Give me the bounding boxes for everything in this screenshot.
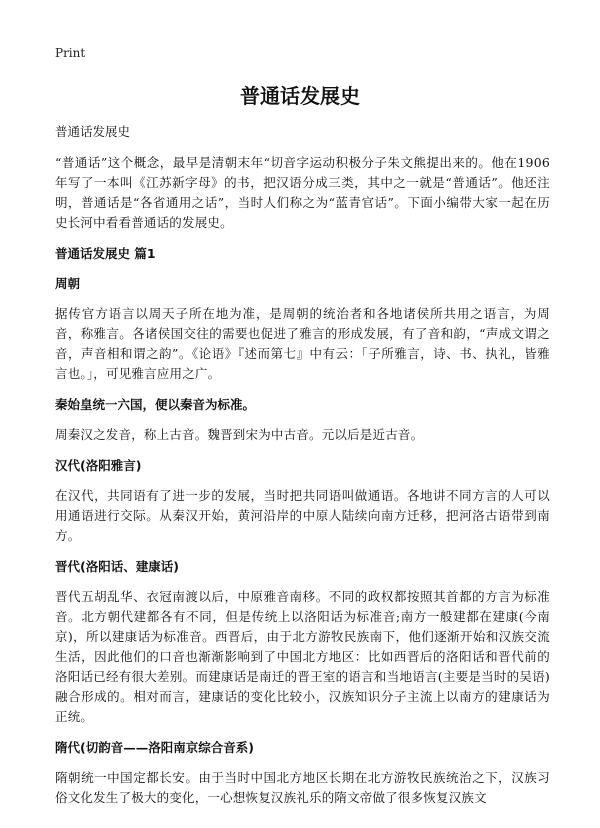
section-heading-zhou: 周朝 [55, 276, 81, 291]
print-link[interactable]: Print [55, 46, 86, 60]
section-heading-han: 汉代(洛阳雅言) [55, 458, 142, 473]
article-body [55, 122, 550, 819]
section-paragraph-qin: 周秦汉之发音，称上古音。魏晋到宋为中古音。元以后是近古音。 [55, 427, 424, 442]
intro-paragraph: “普通话”这个概念，最早是清朝末年“切音字运动积极分子朱文熊提出来的。他在1906年写了一本叫《江苏新字母》的书，把汉语分成三类，其中之一就是“普通话”。他还注明，普通话是“各省通用之话”，当时人们称之为“蓝青官话”。下面小编带大家一起在历史长河中看看普通话的发展史。 [55, 155, 550, 230]
section-paragraph-sui: 隋朝统一中国定都长安。由于当时中国北方地区长期在北方游牧民族统治之下，汉族习俗文化发生了极大的变化，一心想恢复汉族礼乐的隋文帝做了很多恢复汉族文 [55, 770, 550, 805]
section-paragraph-jin: 晋代五胡乱华、衣冠南渡以后，中原雅音南移。不同的政权都按照其首都的方言为标准音。北方朝代建都各有不同，但是传统上以洛阳话为标准音;南方一般建都在建康(今南京)，所以建康话为标准音。西晋后，由于北方游牧民族南下，他们逐渐开始和汉族交流生活，因此他们的口音也渐渐影响到了中国北方地区：比如西晋后的洛阳话和晋代前的洛阳话已经有很大差别。而建康话是南迁的晋王室的语言和当地语言(主要是当时的吴语)融合形成的。相对而言，建康话的变化比较小，汉族知识分子主流上以南方的建康话为正统。 [55, 589, 550, 724]
page-title: 普通话发展史 [240, 84, 360, 108]
article-heading: 普通话发展史 篇1 [55, 246, 156, 261]
section-heading-sui: 隋代(切韵音——洛阳南京综合音系) [55, 740, 254, 755]
section-heading-jin: 晋代(洛阳话、建康话) [55, 559, 179, 574]
document-subtitle: 普通话发展史 [55, 124, 131, 139]
section-paragraph-zhou: 据传官方语言以周天子所在地为准，是周朝的统治者和各地诸侯所共用之语言，为周音，称雅言。各诸侯国交往的需要也促进了雅言的形成发展，有了音和韵，“声成文谓之音，声音相和谓之韵”。《论语》『述而第七』中有云：「子所雅言，诗、书、执礼，皆雅言也。」，可见雅言应用之广。 [55, 306, 550, 381]
section-paragraph-han: 在汉代，共同语有了进一步的发展，当时把共同语叫做通语。各地讲不同方言的人可以用通语进行交际。从秦汉开始，黄河沿岸的中原人陆续向南方迁移，把河洛古语带到南方。 [55, 488, 550, 543]
section-heading-qin: 秦始皇统一六国，便以秦音为标准。 [55, 397, 256, 412]
